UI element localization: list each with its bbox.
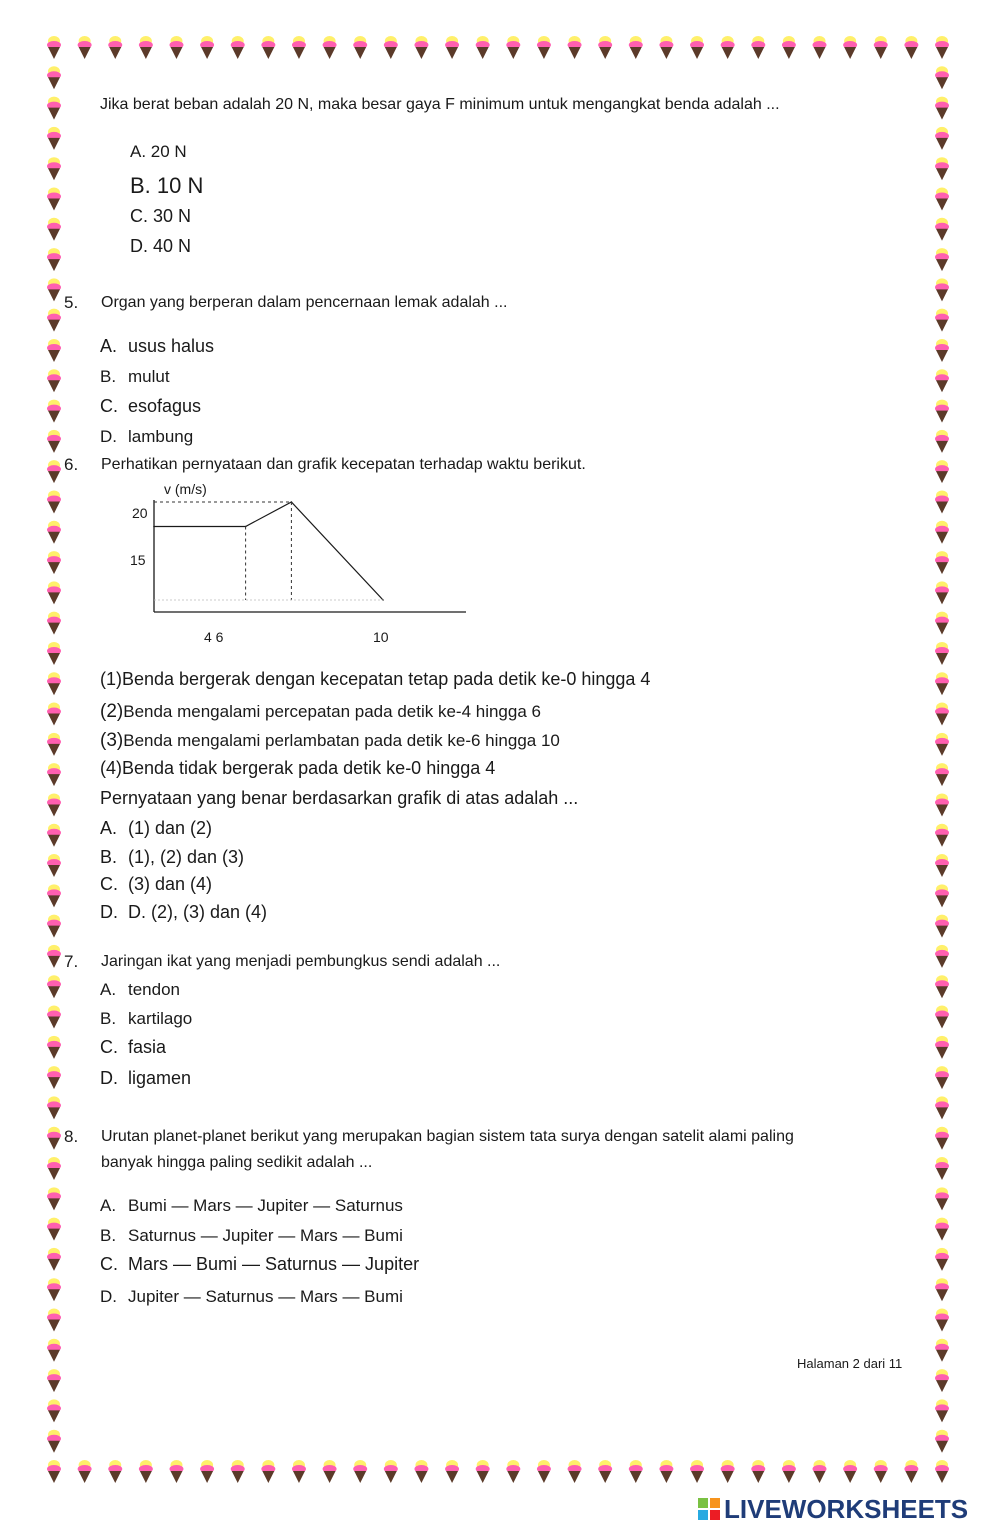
statement-number: (2): [100, 701, 124, 722]
q5-option-c[interactable]: [100, 396, 201, 417]
option-text: kartilago: [128, 1009, 193, 1028]
ice-cream-cone-icon: [47, 1127, 61, 1150]
ice-cream-cone-icon: [598, 1460, 612, 1483]
q4-option-b[interactable]: B. 10 N: [130, 173, 204, 198]
ice-cream-cone-icon: [47, 369, 61, 392]
ice-cream-cone-icon: [935, 854, 949, 877]
option-letter: D.: [100, 1068, 118, 1088]
q6-option-b[interactable]: [100, 847, 244, 868]
ice-cream-cone-icon: [935, 581, 949, 604]
q8-stem-line1: Urutan planet-planet berikut yang merupakan bagian sistem tata surya dengan satelit alami paling: [101, 1128, 794, 1145]
ice-cream-cone-icon: [813, 36, 827, 59]
ice-cream-cone-icon: [935, 1309, 949, 1332]
q8-number: 8.: [64, 1127, 79, 1146]
ice-cream-cone-icon: [47, 884, 61, 907]
ice-cream-cone-icon: [721, 36, 735, 59]
option-letter: D.: [100, 1287, 117, 1306]
ice-cream-cone-icon: [935, 672, 949, 695]
ice-cream-cone-icon: [47, 1430, 61, 1453]
ice-cream-cone-icon: [47, 1460, 61, 1483]
ice-cream-cone-icon: [935, 975, 949, 998]
ice-cream-cone-icon: [78, 36, 92, 59]
ice-cream-cone-icon: [935, 945, 949, 968]
ice-cream-cone-icon: [935, 824, 949, 847]
ice-cream-cone-icon: [629, 36, 643, 59]
q4-option-a[interactable]: A. 20 N: [130, 142, 187, 161]
x-tick-label-10: 10: [373, 629, 389, 645]
ice-cream-cone-icon: [47, 1339, 61, 1362]
q5-option-d[interactable]: [100, 427, 193, 447]
ice-cream-cone-icon: [47, 1036, 61, 1059]
ice-cream-cone-icon: [537, 36, 551, 59]
ice-cream-cone-icon: [935, 309, 949, 332]
velocity-series-line: [154, 502, 383, 600]
ice-cream-cone-icon: [690, 36, 704, 59]
ice-cream-cone-icon: [935, 127, 949, 150]
option-text: tendon: [128, 980, 180, 999]
ice-cream-cone-icon: [47, 400, 61, 423]
q5-option-b[interactable]: [100, 367, 170, 387]
ice-cream-cone-icon: [935, 1460, 949, 1483]
ice-cream-cone-icon: [843, 36, 857, 59]
ice-cream-cone-icon: [935, 1218, 949, 1241]
ice-cream-cone-icon: [47, 763, 61, 786]
ice-cream-cone-icon: [47, 127, 61, 150]
q6-option-a[interactable]: [100, 818, 212, 839]
ice-cream-cone-icon: [108, 36, 122, 59]
ice-cream-cone-icon: [935, 248, 949, 271]
statement-number: (1): [100, 669, 122, 689]
option-letter: B.: [100, 367, 117, 386]
ice-cream-cone-icon: [47, 218, 61, 241]
ice-cream-cone-icon: [935, 612, 949, 635]
ice-cream-cone-icon: [935, 157, 949, 180]
ice-cream-cone-icon: [629, 1460, 643, 1483]
ice-cream-cone-icon: [353, 36, 367, 59]
ice-cream-cone-icon: [261, 36, 275, 59]
ice-cream-cone-icon: [935, 763, 949, 786]
ice-cream-cone-icon: [384, 36, 398, 59]
option-text: lambung: [128, 427, 194, 446]
statement-number: (3): [100, 730, 124, 751]
ice-cream-cone-icon: [935, 400, 949, 423]
ice-cream-cone-icon: [782, 1460, 796, 1483]
ice-cream-cone-icon: [476, 36, 490, 59]
ice-cream-cone-icon: [935, 1036, 949, 1059]
ice-cream-cone-icon: [506, 36, 520, 59]
ice-cream-cone-icon: [78, 1460, 92, 1483]
ice-cream-cone-icon: [108, 1460, 122, 1483]
ice-cream-cone-icon: [47, 309, 61, 332]
q6-stem: Perhatikan pernyataan dan grafik kecepatan terhadap waktu berikut.: [101, 456, 586, 473]
y-tick-label-15: 15: [130, 552, 146, 568]
ice-cream-cone-icon: [537, 1460, 551, 1483]
option-text: esofagus: [128, 396, 202, 416]
ice-cream-cone-icon: [476, 1460, 490, 1483]
option-letter: C.: [100, 1254, 118, 1274]
ice-cream-cone-icon: [935, 1096, 949, 1119]
ice-cream-cone-icon: [935, 1157, 949, 1180]
ice-cream-cone-icon: [935, 97, 949, 120]
ice-cream-cone-icon: [935, 1369, 949, 1392]
ice-cream-cone-icon: [935, 187, 949, 210]
ice-cream-cone-icon: [935, 793, 949, 816]
ice-cream-cone-icon: [169, 36, 183, 59]
ice-cream-cone-icon: [47, 1278, 61, 1301]
option-text: mulut: [128, 367, 170, 386]
ice-cream-cone-icon: [47, 66, 61, 89]
ice-cream-cone-icon: [47, 1399, 61, 1422]
option-letter: B.: [100, 847, 118, 867]
ice-cream-cone-icon: [813, 1460, 827, 1483]
ice-cream-cone-icon: [904, 1460, 918, 1483]
ice-cream-cone-icon: [47, 703, 61, 726]
ice-cream-cone-icon: [47, 36, 61, 59]
y-tick-label-20: 20: [132, 505, 148, 521]
option-text: fasia: [128, 1037, 167, 1057]
q4-option-c[interactable]: C. 30 N: [130, 206, 192, 226]
ice-cream-cone-icon: [935, 1339, 949, 1362]
statement-text: Benda mengalami perlambatan pada detik ke-6 hingga 10: [123, 731, 560, 750]
ice-cream-cone-icon: [47, 1218, 61, 1241]
ice-cream-cone-icon: [384, 1460, 398, 1483]
q6-statement-1: [100, 669, 650, 690]
ice-cream-cone-icon: [414, 36, 428, 59]
ice-cream-cone-icon: [47, 854, 61, 877]
ice-cream-cone-icon: [751, 36, 765, 59]
ice-cream-cone-icon: [47, 1248, 61, 1271]
velocity-time-chart: [120, 472, 480, 652]
ice-cream-cone-icon: [935, 1430, 949, 1453]
ice-cream-cone-icon: [47, 1187, 61, 1210]
option-text: Bumi — Mars — Jupiter — Saturnus: [128, 1196, 403, 1215]
ice-cream-cone-icon: [935, 521, 949, 544]
ice-cream-cone-icon: [47, 1006, 61, 1029]
ice-cream-cone-icon: [935, 460, 949, 483]
ice-cream-cone-icon: [47, 187, 61, 210]
ice-cream-cone-icon: [231, 36, 245, 59]
option-letter: B.: [100, 1009, 117, 1028]
ice-cream-cone-icon: [782, 36, 796, 59]
ice-cream-cone-icon: [323, 1460, 337, 1483]
ice-cream-cone-icon: [47, 430, 61, 453]
ice-cream-cone-icon: [904, 36, 918, 59]
ice-cream-cone-icon: [659, 1460, 673, 1483]
ice-cream-cone-icon: [935, 369, 949, 392]
option-text: (1), (2) dan (3): [128, 847, 245, 867]
option-text: Mars — Bumi — Saturnus — Jupiter: [128, 1254, 420, 1274]
q7-option-b[interactable]: [100, 1009, 192, 1029]
q6-number: 6.: [64, 455, 79, 474]
q5-number: 5.: [64, 293, 79, 312]
liveworksheets-brand[interactable]: LIVEWORKSHEETS: [724, 1494, 969, 1524]
q6-question: Pernyataan yang benar berdasarkan grafik di atas adalah ...: [100, 788, 579, 808]
ice-cream-cone-icon: [935, 218, 949, 241]
ice-cream-cone-icon: [751, 1460, 765, 1483]
statement-number: (4): [100, 758, 122, 778]
ice-cream-cone-icon: [47, 1157, 61, 1180]
q8-option-c[interactable]: [100, 1254, 419, 1275]
data-point-0: [153, 526, 155, 528]
ice-cream-cone-icon: [568, 36, 582, 59]
ice-cream-cone-icon: [47, 793, 61, 816]
ice-cream-cone-icon: [935, 339, 949, 362]
ice-cream-cone-icon: [139, 1460, 153, 1483]
ice-cream-cone-icon: [659, 36, 673, 59]
ice-cream-cone-icon: [261, 1460, 275, 1483]
q7-option-a[interactable]: [100, 980, 180, 1000]
ice-cream-cone-icon: [47, 612, 61, 635]
ice-cream-cone-icon: [231, 1460, 245, 1483]
q6-statement-4: [100, 758, 495, 779]
q6-statement-2: [100, 701, 541, 723]
ice-cream-cone-icon: [935, 278, 949, 301]
ice-cream-cone-icon: [47, 733, 61, 756]
ice-cream-cone-icon: [323, 36, 337, 59]
statement-text: Benda mengalami percepatan pada detik ke-4 hingga 6: [123, 702, 541, 721]
ice-cream-cone-icon: [935, 642, 949, 665]
q5-stem: Organ yang berperan dalam pencernaan lemak adalah ...: [101, 294, 508, 311]
ice-cream-cone-icon: [935, 884, 949, 907]
ice-cream-cone-icon: [843, 1460, 857, 1483]
q4-option-d[interactable]: D. 40 N: [130, 236, 192, 256]
ice-cream-cone-icon: [47, 1309, 61, 1332]
q5-option-a[interactable]: [100, 336, 214, 357]
option-text: D. (2), (3) dan (4): [128, 902, 268, 922]
ice-cream-cone-icon: [139, 36, 153, 59]
x-tick-label-4-6: 4 6: [204, 629, 224, 645]
ice-cream-cone-icon: [47, 672, 61, 695]
option-text: usus halus: [128, 336, 215, 356]
ice-cream-cone-icon: [935, 551, 949, 574]
option-letter: A.: [100, 336, 118, 356]
ice-cream-cone-icon: [47, 490, 61, 513]
option-text: (3) dan (4): [128, 874, 213, 894]
q8-option-b[interactable]: [100, 1226, 403, 1246]
ice-cream-cone-icon: [690, 1460, 704, 1483]
ice-cream-cone-icon: [414, 1460, 428, 1483]
option-letter: A.: [100, 818, 118, 838]
q7-option-d[interactable]: [100, 1068, 191, 1089]
page-number: Halaman 2 dari 11: [797, 1356, 903, 1371]
ice-cream-cone-icon: [445, 36, 459, 59]
option-text: Jupiter — Saturnus — Mars — Bumi: [128, 1287, 403, 1306]
ice-cream-cone-icon: [935, 430, 949, 453]
ice-cream-cone-icon: [935, 733, 949, 756]
q8-stem-line2: banyak hingga paling sedikit adalah ...: [101, 1154, 373, 1171]
option-text: Saturnus — Jupiter — Mars — Bumi: [128, 1226, 403, 1245]
ice-cream-cone-icon: [935, 1127, 949, 1150]
q7-stem: Jaringan ikat yang menjadi pembungkus sendi adalah ...: [101, 953, 501, 970]
chart-ylabel: v (m/s): [164, 481, 207, 497]
liveworksheets-logo-icon: [698, 1498, 720, 1520]
ice-cream-cone-icon: [721, 1460, 735, 1483]
ice-cream-cone-icon: [506, 1460, 520, 1483]
ice-cream-cone-icon: [598, 36, 612, 59]
ice-cream-cone-icon: [292, 36, 306, 59]
ice-cream-cone-icon: [935, 66, 949, 89]
ice-cream-cone-icon: [935, 1187, 949, 1210]
ice-cream-cone-icon: [47, 248, 61, 271]
option-text: (1) dan (2): [128, 818, 213, 838]
q7-number: 7.: [64, 952, 79, 971]
ice-cream-cone-icon: [47, 460, 61, 483]
ice-cream-cone-icon: [935, 1066, 949, 1089]
ice-cream-cone-icon: [47, 945, 61, 968]
ice-cream-cone-icon: [47, 1066, 61, 1089]
option-letter: B.: [100, 1226, 117, 1245]
ice-cream-cone-icon: [47, 824, 61, 847]
ice-cream-cone-icon: [935, 1248, 949, 1271]
ice-cream-cone-icon: [47, 551, 61, 574]
ice-cream-cone-icon: [47, 278, 61, 301]
ice-cream-cone-icon: [200, 1460, 214, 1483]
option-letter: C.: [100, 874, 118, 894]
ice-cream-cone-icon: [935, 36, 949, 59]
ice-cream-cone-icon: [568, 1460, 582, 1483]
statement-text: Benda bergerak dengan kecepatan tetap pada detik ke-0 hingga 4: [122, 669, 651, 689]
ice-cream-cone-icon: [200, 36, 214, 59]
ice-cream-cone-icon: [47, 642, 61, 665]
ice-cream-cone-icon: [47, 915, 61, 938]
ice-cream-cone-icon: [935, 703, 949, 726]
ice-cream-cone-icon: [874, 1460, 888, 1483]
ice-cream-cone-icon: [935, 490, 949, 513]
q8-option-a[interactable]: [100, 1196, 403, 1216]
q6-statement-3: [100, 730, 560, 752]
option-letter: D.: [100, 427, 117, 446]
statement-text: Benda tidak bergerak pada detik ke-0 hingga 4: [122, 758, 496, 778]
q6-option-c[interactable]: [100, 874, 212, 895]
ice-cream-cone-icon: [47, 581, 61, 604]
ice-cream-cone-icon: [445, 1460, 459, 1483]
option-text: ligamen: [128, 1068, 192, 1088]
option-letter: C.: [100, 1037, 118, 1057]
ice-cream-cone-icon: [47, 97, 61, 120]
ice-cream-cone-icon: [935, 1278, 949, 1301]
ice-cream-cone-icon: [353, 1460, 367, 1483]
ice-cream-cone-icon: [47, 521, 61, 544]
ice-cream-cone-icon: [292, 1460, 306, 1483]
ice-cream-cone-icon: [47, 1369, 61, 1392]
option-letter: C.: [100, 396, 118, 416]
ice-cream-cone-icon: [47, 339, 61, 362]
q6-option-d[interactable]: [100, 902, 267, 923]
ice-cream-cone-icon: [47, 1096, 61, 1119]
option-letter: D.: [100, 902, 118, 922]
ice-cream-cone-icon: [47, 157, 61, 180]
ice-cream-cone-icon: [169, 1460, 183, 1483]
ice-cream-cone-icon: [935, 915, 949, 938]
q8-option-d[interactable]: [100, 1287, 403, 1307]
ice-cream-cone-icon: [935, 1399, 949, 1422]
q4-stem: Jika berat beban adalah 20 N, maka besar gaya F minimum untuk mengangkat benda adalah ...: [100, 96, 780, 113]
ice-cream-cone-icon: [47, 975, 61, 998]
option-letter: A.: [100, 980, 117, 999]
ice-cream-cone-icon: [935, 1006, 949, 1029]
q7-option-c[interactable]: [100, 1037, 166, 1058]
ice-cream-cone-icon: [874, 36, 888, 59]
option-letter: A.: [100, 1196, 117, 1215]
